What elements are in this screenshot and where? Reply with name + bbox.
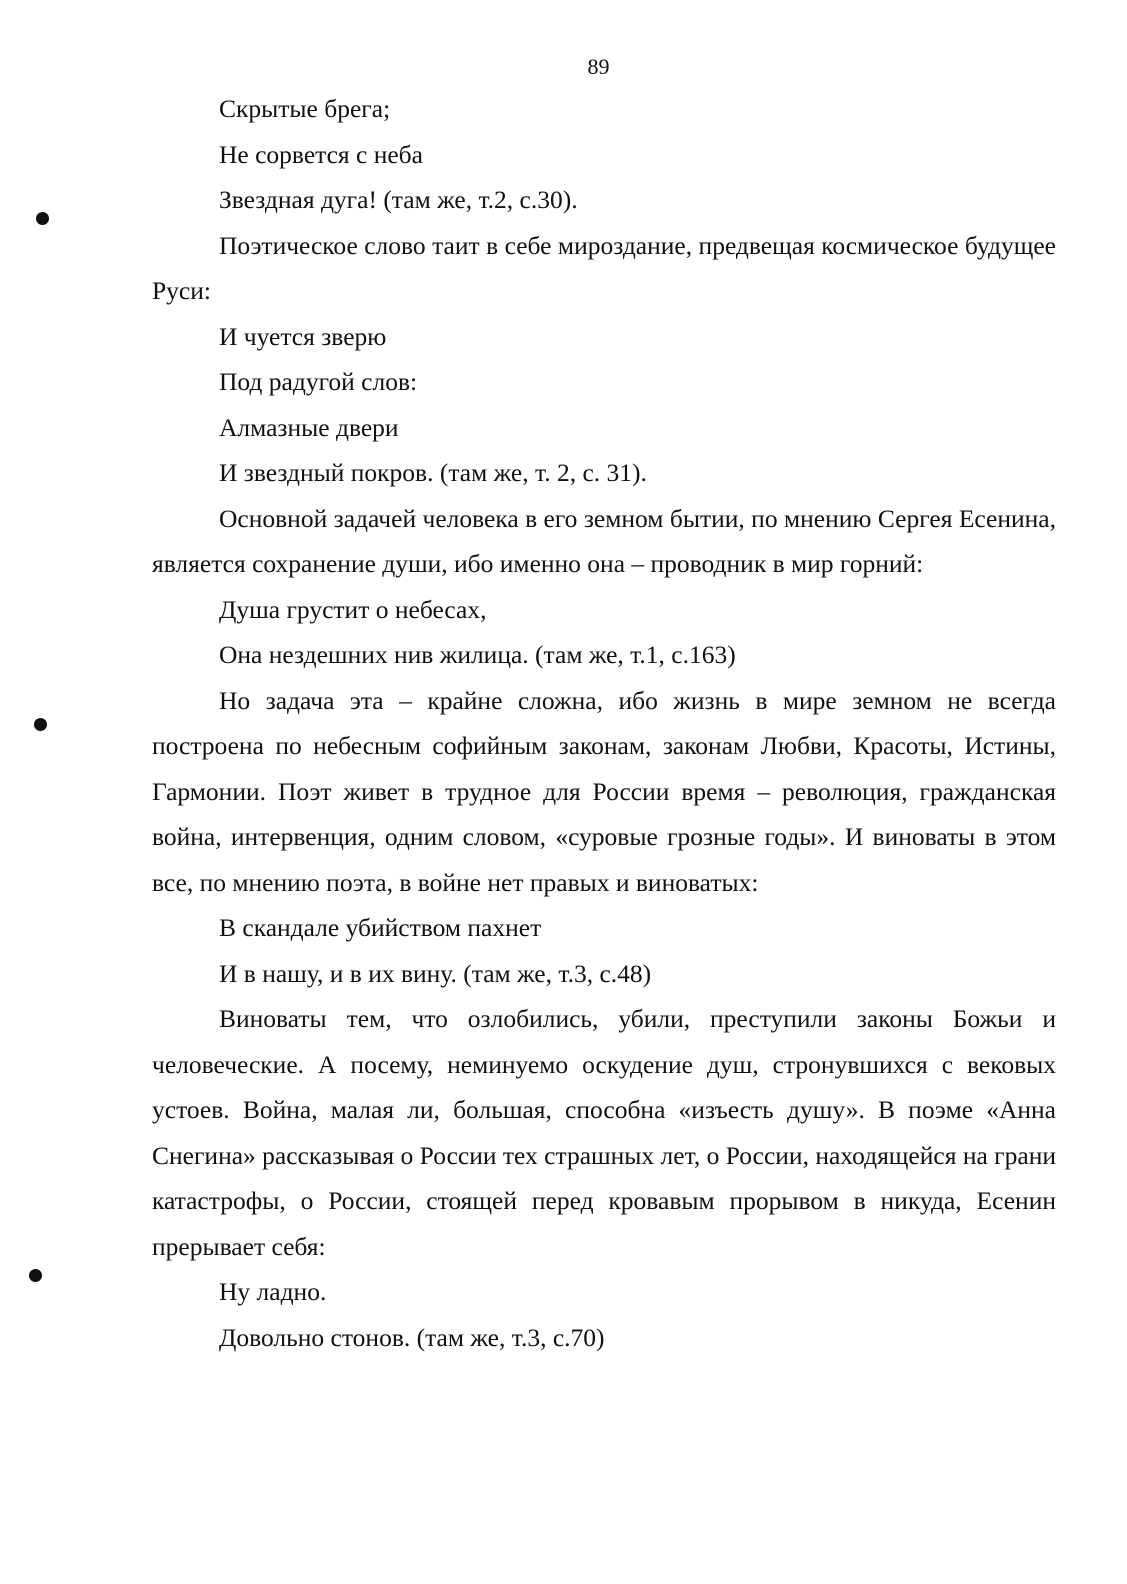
binding-hole-mark: [29, 1269, 42, 1282]
verse-line: В скандале убийством пахнет: [219, 913, 542, 942]
verse-line: Не сорвется с неба: [219, 139, 423, 169]
paragraph: Но задача эта – крайне сложна, ибо жизнь в мире земном не всегда построена по небесным софийным законам, законам Любви, Красоты, Истины, Гармонии. Поэт живет в трудное для России время – революция, гражданская война, интервенция, одним словом, «суровые грозные годы». И виноваты в этом все, по мнению поэта, в войне нет правых и виноватых:: [152, 685, 1056, 897]
verse-line: Звездная дуга! (там же, т.2, с.30).: [219, 185, 578, 214]
verse-line: И чуется зверю: [219, 321, 387, 351]
document-body: [152, 86, 1056, 1360]
verse-line: Под радугой слов:: [219, 367, 418, 396]
verse-line: И в нашу, и в их вину. (там же, т.3, с.48): [219, 958, 652, 988]
binding-hole-mark: [34, 718, 47, 731]
verse-line: Ну ладно.: [219, 1277, 327, 1306]
verse-line: Довольно стонов. (там же, т.3, с.70): [219, 1322, 605, 1352]
paragraph: Поэтическое слово таит в себе мироздание, предвещая космическое будущее Руси:: [152, 230, 1056, 305]
verse-line: Скрытые брега;: [219, 94, 391, 123]
paragraph: Виноваты тем, что озлобились, убили, преступили законы Божьи и человеческие. А посему, неминуемо оскудение душ, стронувшихся с вековых устоев. Война, малая ли, большая, способна «изъесть душу». В поэме «Анна Снегина» рассказывая о России тех страшных лет, о России, находящейся на грани катастрофы, о России, стоящей перед кровавым прорывом в никуда, Есенин прерывает себя:: [152, 1004, 1056, 1261]
binding-hole-mark: [36, 212, 49, 225]
verse-line: Алмазные двери: [219, 412, 399, 442]
verse-line: Она нездешних нив жилица. (там же, т.1, с.163): [219, 640, 736, 669]
paragraph: Основной задачей человека в его земном бытии, по мнению Сергея Есенина, является сохранение души, ибо именно она – проводник в мир горний:: [152, 503, 1056, 578]
page-number: 89: [587, 54, 610, 79]
verse-line: И звездный покров. (там же, т. 2, с. 31).: [219, 458, 647, 487]
verse-line: Душа грустит о небесах,: [219, 594, 487, 624]
